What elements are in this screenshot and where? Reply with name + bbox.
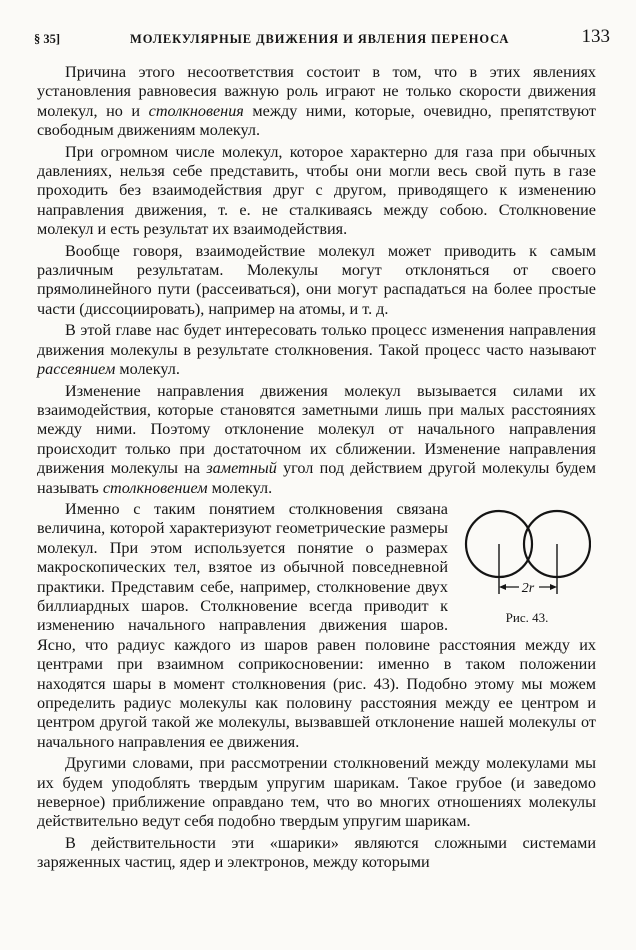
paragraph-5 [37,382,596,498]
figure-caption: Рис. 43. [505,609,549,625]
dimension-label: 2r [521,580,535,596]
paragraph-3: Вообще говоря, взаимодействие молекул может приводить к самым различным результатам. Молекулы могут отклоняться от своего прямолинейного пути (рассеиваться), они могут распадаться на более простые части (диссоциировать), например на атомы, и т. д. [37,241,596,318]
p4-text-a: В этой главе нас будет интересовать только процесс изменения направления движения молекулы в результате столкновения. Такой процесс часто называют [37,321,596,359]
p5-text-a: Изменение направления движения молекул вызывается силами их взаимодействия, которые становятся заметными лишь при малых расстояниях между ними. Поэтому отклонение молекул от начального направления происходит только при достаточном их сближении. Изменение направления движения молекулы на [37,381,596,478]
section-number: § 35] [34,32,61,46]
page-body [37,63,596,875]
page-header [34,26,610,52]
paragraph-2: При огромном числе молекул, которое характерно для газа при обычных давлениях, нельзя себе представить, чтобы они могли весь свой путь в газе проходить без взаимодействия друг с другом, приводящего к изменению направления движения, т. е. не сталкиваясь между собою. Столкновение молекул и есть результат их взаимодействия. [37,142,596,239]
paragraph-7: Другими словами, при рассмотрении столкновений между молекулами мы их будем уподоблять твердым упругим шарикам. Такое грубое (и заведомо неверное) приближение оправдано тем, что во многих отношениях молекулы действительно ведут себя подобно твердым упругим шарикам. [37,754,596,831]
p5-emphasis-1: заметный [206,459,277,478]
paragraph-4 [37,321,596,379]
arrow-left-icon [499,584,506,590]
paragraph-6: Именно с таким понятием столкновения связана величина, которой характеризуют геометрические размеры молекул. При этом используется понятие о размерах макроскопических тел, взятое из обычной повседневной практики. Представим себе, например, столкновение двух биллиардных шаров. Столкновение всегда приводит к изменению начального направления движения шаров. Ясно, что радиус каждого из шаров равен половине расстояния между их центрами при взаимном соприкосновении: именно в таком положении находятся шары в момент столкновения (рис. 43). Подобно этому мы можем определить радиус молекулы как половину расстояния между ее центром и центром другой такой же молекулы, вызвавшей отклонение нашей молекулы от начального направления ее движения. [37,499,596,751]
p4-text-b: молекул. [115,360,180,379]
two-spheres-diagram [463,502,591,604]
paragraph-8: В действительности эти «шарики» являются сложными системами заряженных частиц, ядер и электронов, между которыми [37,833,596,872]
p1-emphasis: столкновения [148,101,244,120]
running-title: МОЛЕКУЛЯРНЫЕ ДВИЖЕНИЯ И ЯВЛЕНИЯ ПЕРЕНОСА [130,32,510,46]
paragraph-1 [37,63,596,141]
p4-emphasis: рассеянием [37,360,116,379]
p5-emphasis-2: столкновением [102,478,208,497]
p1-text-a: Причина этого несоответствия состоит в том, что в этих явлениях установления равновесия важную роль играют не только скорости движения молекул, но и [37,63,596,120]
p5-text-b: угол под действием другой молекулы будем называть [37,459,596,497]
arrow-right-icon [550,584,557,590]
figure-43 [458,502,596,627]
p5-text-c: молекул. [207,478,273,497]
p1-text-b: между ними, которые, очевидно, препятствуют свободным движениям молекул. [37,101,596,140]
page-number: 133 [581,26,610,47]
